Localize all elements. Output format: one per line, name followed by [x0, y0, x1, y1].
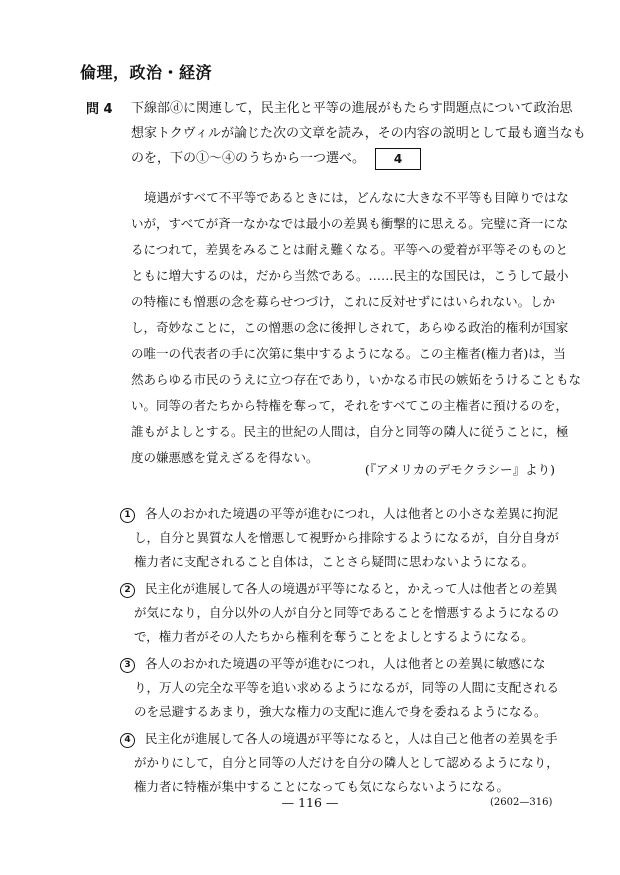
question-line-text: のを，下の①～④のうちから一つ選べ。: [131, 151, 366, 166]
option-line: 各人のおかれた境遇の平等が進むにつれ，人は他者との差異に敏感にな: [145, 656, 546, 671]
quote-line: し，奇妙なことに，この憎悪の念に後押しされて，あらゆる政治的権利が国家: [131, 320, 569, 335]
quote-line: るにつれて，差異をみることは耐え難くなる。平等への愛着が平等そのものと: [131, 242, 569, 257]
question-line: 想家トクヴィルが論じた次の文章を読み，その内容の説明として最も適当なも: [131, 126, 586, 141]
quote-line: いが，すべてが斉一なかなでは最小の差異も衝撃的に思える。完璧に斉一にな: [131, 216, 569, 231]
option-line: 民主化が進展して各人の境遇が平等になると，かえって人は他者との差異: [145, 581, 558, 596]
option-line: 各人のおかれた境遇の平等が進むにつれ，人は他者との小さな差異に拘泥: [145, 506, 559, 521]
option-number-circle: 4: [120, 733, 135, 748]
question-line: 下線部ⓓに関連して，民主化と平等の進展がもたらす問題点について政治思: [131, 101, 573, 116]
quote-source: (『アメリカのデモクラシー』より): [364, 462, 555, 477]
option-2: [120, 577, 560, 649]
page-number: — 116 —: [281, 795, 339, 810]
quote-line: 境遇がすべて不平等であるときには，どんなに大きな不平等も目障りではな: [144, 190, 569, 205]
quote-line: 誰もがよしとする。民主的世紀の人間は，自分と同等の隣人に従うことに，極: [131, 424, 569, 439]
question-line: [131, 146, 551, 171]
option-number-circle: 3: [120, 658, 135, 673]
quote-line: 然あらゆる市民のうえに立つ存在であり，いかなる市民の嫉妬をうけることもな: [131, 372, 582, 387]
quote-line: 度の嫌悪感を覚えざるを得ない。: [131, 450, 319, 465]
question-text: [131, 96, 586, 171]
exam-code: (2602—316): [490, 797, 553, 808]
answer-options: [120, 502, 560, 802]
option-line: で，権力者がその人たちから権利を奪うことをよしとするようになる。: [134, 629, 534, 644]
option-number-circle: 2: [120, 583, 135, 598]
quote-line: の唯一の代表者の手に次第に集中するようになる。この主権者(権力者)は，当: [131, 346, 566, 361]
option-1: [120, 502, 560, 574]
option-line: 民主化が進展して各人の境遇が平等になると，人は自己と他者の差異を手: [145, 731, 558, 746]
answer-box: 4: [375, 148, 421, 170]
option-line: がかりにして，自分と同等の人だけを自分の隣人として認めるようになり，: [134, 755, 559, 770]
quote-passage: [131, 185, 582, 471]
quote-line: ともに増大するのは，だから当然である。……民主的な国民は，こうして最小: [131, 268, 569, 283]
option-number-circle: 1: [120, 508, 135, 523]
quote-line: い。同等の者たちから特権を奪って，それをすべてこの主権者に預けるのを，: [131, 398, 569, 413]
option-line: 権力者に特権が集中することになっても気にならないようになる。: [134, 779, 510, 794]
quote-line: の特権にも憎悪の念を募らせつづけ，これに反対せずにはいられない。しか: [131, 294, 556, 309]
section-title: 倫理，政治・経済: [80, 63, 213, 82]
question-number: 問 4: [86, 102, 113, 117]
option-line: のを忌避するあまり，強大な権力の支配に進んで身を委ねるようになる。: [134, 704, 547, 719]
option-line: が気になり，自分以外の人が自分と同等であることを憎悪するようになるの: [134, 605, 560, 620]
option-3: [120, 652, 560, 724]
option-line: 権力者に支配されること自体は，ことさら疑問に思わないようになる。: [134, 554, 535, 569]
option-line: り，万人の完全な平等を追い求めるようになるが，同等の人間に支配される: [134, 680, 560, 695]
option-line: し，自分と異質な人を憎悪して視野から排除するようになるが，自分自身が: [134, 530, 560, 545]
option-4: [120, 727, 560, 799]
